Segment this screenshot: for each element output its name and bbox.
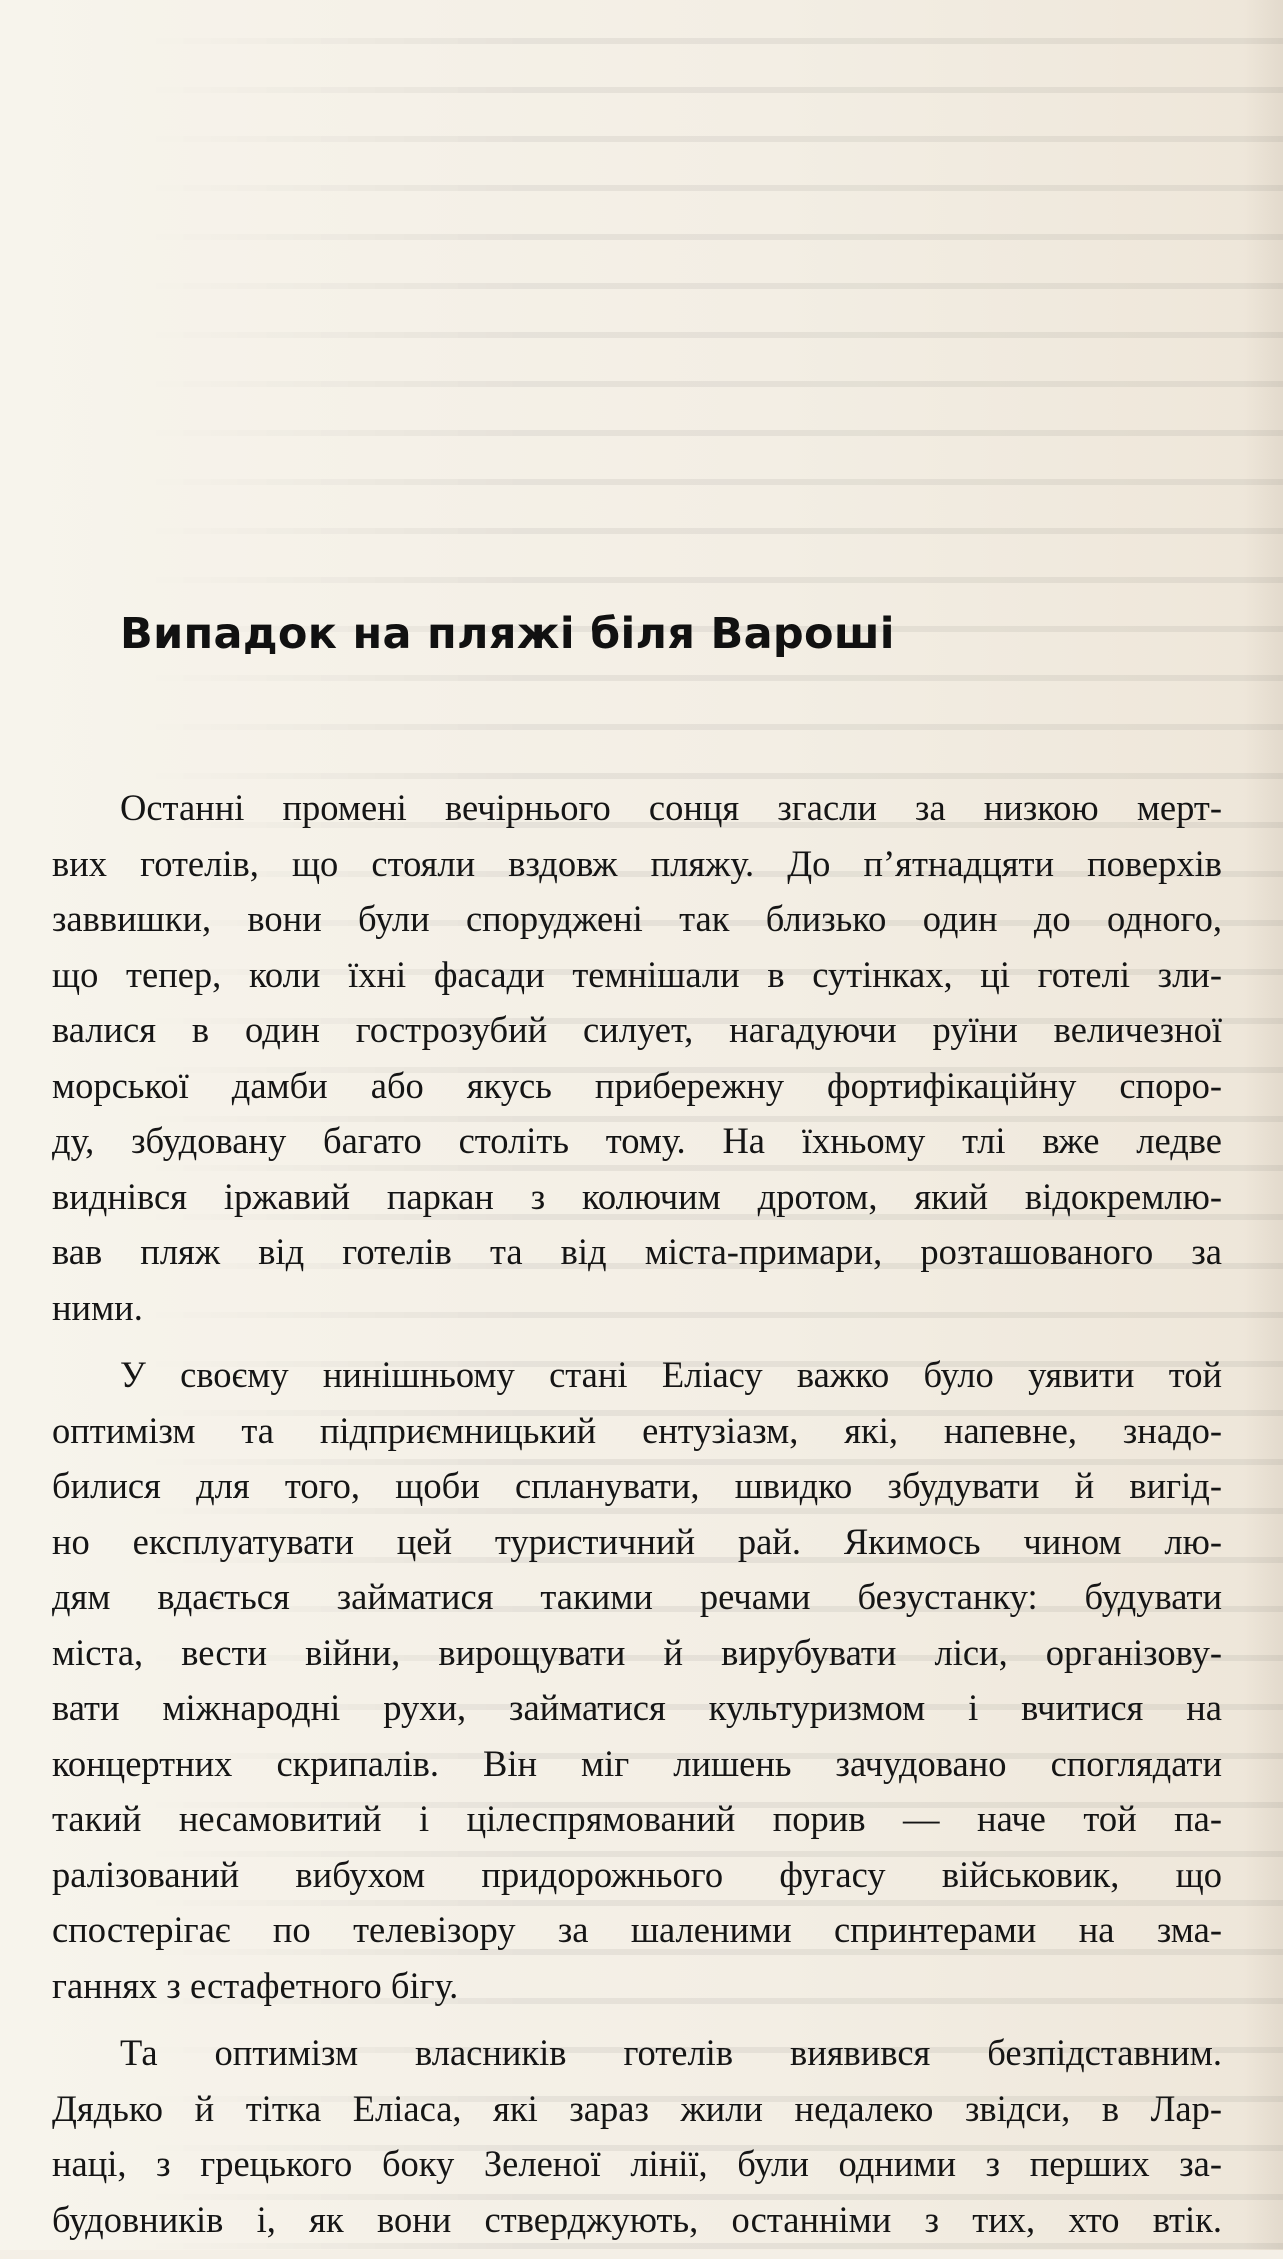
text-line: ганнях з естафетного бігу. — [52, 1964, 459, 2006]
text-line: концертних скрипалів. Він міг лишень зачудовано споглядати — [52, 1742, 1222, 1784]
text-line: ду, збудовану багато століть тому. На їхньому тлі вже ледве — [52, 1120, 1222, 1161]
text-line: оптимізм та підприємницький ентузіазм, які, напевне, знадо- — [52, 1409, 1222, 1451]
text-line: наці, з грецького боку Зеленої лінії, були одними з перших за- — [52, 2143, 1222, 2184]
text-line: спостерігає по телевізору за шаленими спринтерами на зма- — [52, 1909, 1222, 1950]
chapter-heading: Випадок на пляжі біля Вароші — [120, 609, 895, 659]
text-line: що тепер, коли їхні фасади темнішали в сутінках, ці готелі зли- — [52, 953, 1222, 995]
text-line: Та оптимізм власників готелів виявився безпідставним. — [120, 2032, 1222, 2073]
text-line: такий несамовитий і цілеспрямований порив — наче той па- — [52, 1798, 1222, 1839]
text-line: виднівся іржавий паркан з колючим дротом, який відокремлю- — [52, 1175, 1222, 1217]
text-line: ралізований вибухом придорожнього фугасу військовик, що — [52, 1853, 1222, 1895]
text-line: дям вдається займатися такими речами безустанку: будувати — [52, 1576, 1222, 1617]
text-line: вих готелів, що стояли вздовж пляжу. До п’ятнадцяти поверхів — [52, 842, 1222, 884]
paragraph-3 — [52, 2025, 1222, 2247]
text-line: вав пляж від готелів та від міста-примари, розташованого за — [52, 1231, 1222, 1272]
text-line: заввишки, вони були споруджені так близько один до одного, — [52, 898, 1222, 939]
text-line: валися в один гострозубий силует, нагадуючи руїни величезної — [52, 1009, 1222, 1050]
text-line: У своєму нинішньому стані Еліасу важко було уявити той — [120, 1354, 1222, 1395]
paragraph-1 — [52, 780, 1222, 1335]
text-line: Дядько й тітка Еліаса, які зараз жили недалеко звідси, в Лар- — [52, 2087, 1222, 2129]
text-line: морської дамби або якусь прибережну фортифікаційну споро- — [52, 1064, 1222, 1106]
text-line: будовників і, як вони стверджують, останніми з тих, хто втік. — [52, 2198, 1222, 2240]
body-text — [52, 780, 1222, 2259]
text-line: ними. — [52, 1286, 143, 1328]
text-line: но експлуатувати цей туристичний рай. Якимось чином лю- — [52, 1520, 1222, 1562]
text-line: билися для того, щоби спланувати, швидко збудувати й вигід- — [52, 1465, 1222, 1506]
text-line: вати міжнародні рухи, займатися культуризмом і вчитися на — [52, 1687, 1222, 1728]
text-line: Останні промені вечірнього сонця згасли за низкою мерт- — [120, 787, 1222, 828]
page-edge-shadow — [1243, 0, 1283, 2250]
paragraph-2 — [52, 1347, 1222, 2013]
text-line: міста, вести війни, вирощувати й вирубувати ліси, організову- — [52, 1631, 1222, 1673]
